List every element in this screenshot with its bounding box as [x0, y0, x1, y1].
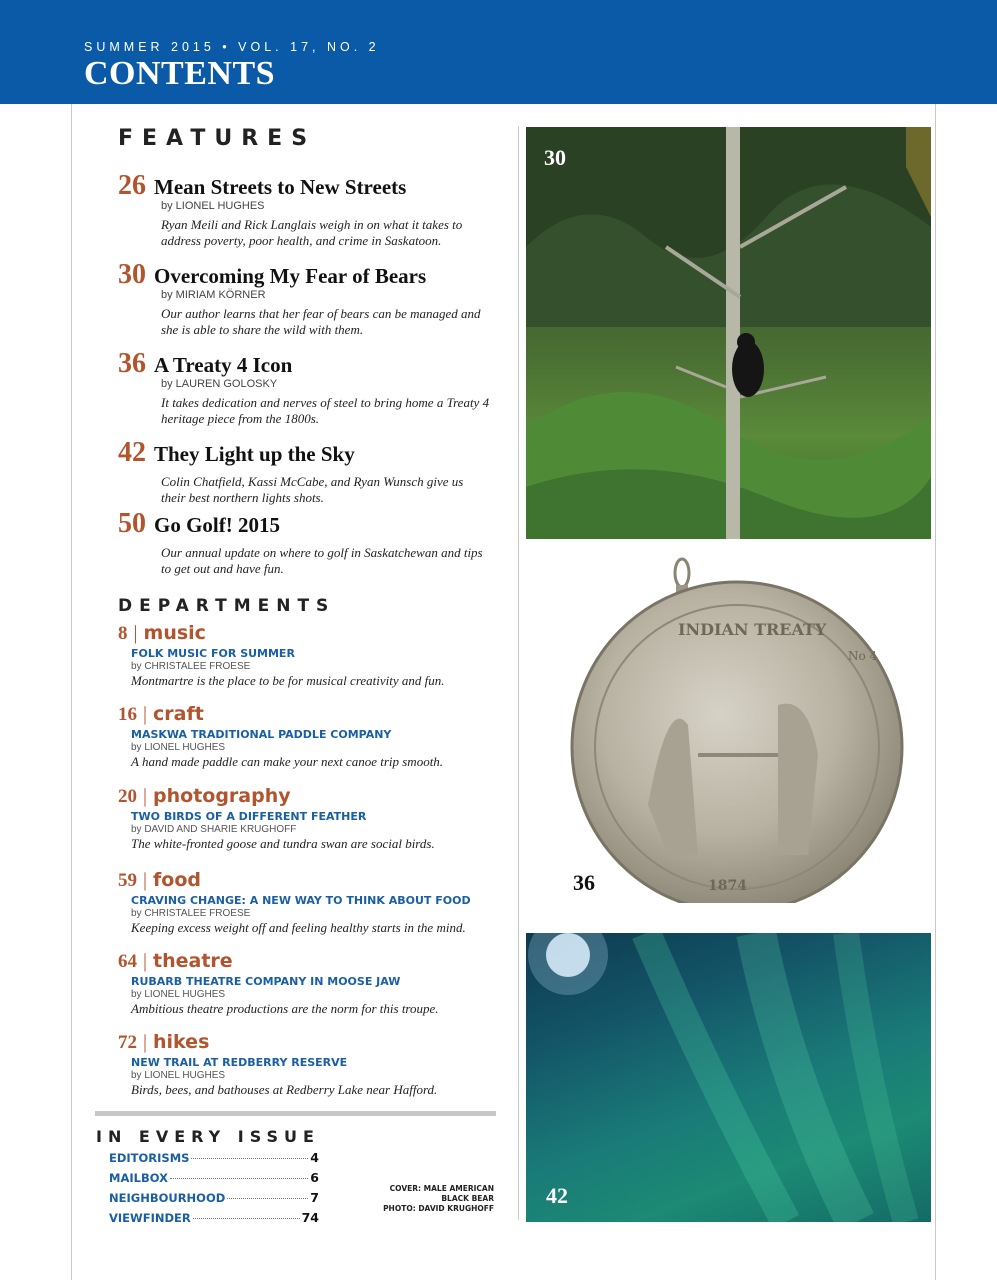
department-page-number: 59	[118, 870, 137, 891]
photo-page-number: 36	[573, 870, 595, 895]
department-item[interactable]	[118, 622, 508, 689]
department-category: photography	[153, 785, 291, 807]
coin-inscription-number: No 4	[848, 649, 878, 663]
features-heading: FEATURES	[118, 126, 317, 151]
left-margin-rule	[71, 104, 72, 1280]
feature-item[interactable]	[118, 348, 498, 427]
department-category: music	[143, 622, 206, 644]
every-issue-item[interactable]	[109, 1210, 319, 1230]
department-description: The white-fronted goose and tundra swan are social birds.	[131, 836, 435, 851]
department-article-title[interactable]: CRAVING CHANGE: A NEW WAY TO THINK ABOUT FOOD	[131, 894, 471, 907]
coin-year: 1874	[708, 878, 747, 894]
department-description: Birds, bees, and bathouses at Redberry Lake near Hafford.	[131, 1082, 438, 1097]
dot-leader	[191, 1158, 308, 1159]
department-item[interactable]	[118, 869, 508, 936]
column-divider	[518, 126, 519, 1220]
every-issue-page: 4	[310, 1150, 319, 1165]
feature-description: It takes dedication and nerves of steel to bring home a Treaty 4 heritage piece from the 1800s.	[161, 395, 490, 426]
every-issue-item[interactable]	[109, 1150, 319, 1170]
issue-line: SUMMER 2015 • VOL. 17, NO. 2	[84, 40, 380, 54]
photo-page-number: 42	[546, 1183, 568, 1208]
feature-byline: by LAUREN GOLOSKY	[161, 378, 278, 390]
section-divider	[95, 1111, 496, 1116]
department-article-title[interactable]: FOLK MUSIC FOR SUMMER	[131, 647, 295, 660]
feature-item[interactable]	[118, 508, 498, 577]
every-issue-label[interactable]: NEIGHBOURHOOD	[109, 1191, 226, 1205]
feature-item[interactable]	[118, 437, 498, 506]
feature-description: Our annual update on where to golf in Saskatchewan and tips to get out and have fun.	[161, 545, 483, 576]
department-byline: by DAVID AND SHARIE KRUGHOFF	[131, 824, 297, 835]
every-issue-item[interactable]	[109, 1190, 319, 1210]
treaty-medal-image[interactable]	[568, 555, 906, 903]
dot-leader	[170, 1178, 308, 1179]
department-category: food	[153, 869, 201, 891]
department-item[interactable]	[118, 1031, 508, 1098]
cover-credit-line: COVER: MALE AMERICAN	[389, 1184, 494, 1193]
page-title: CONTENTS	[84, 55, 276, 92]
feature-description: Ryan Meili and Rick Langlais weigh in on what it takes to address poverty, poor health, and crime in Saskatoon.	[161, 217, 463, 248]
department-page-number: 16	[118, 704, 137, 725]
departments-heading: DEPARTMENTS	[118, 596, 336, 616]
every-issue-page: 74	[301, 1210, 319, 1225]
aurora-photo[interactable]	[526, 933, 931, 1222]
every-issue-page: 7	[310, 1190, 319, 1205]
photo-page-number: 30	[544, 145, 566, 170]
department-category: theatre	[153, 950, 233, 972]
separator: |	[143, 1031, 148, 1053]
department-byline: by CHRISTALEE FROESE	[131, 908, 251, 919]
separator: |	[143, 950, 148, 972]
header-banner	[0, 0, 997, 104]
feature-item[interactable]	[118, 259, 498, 338]
every-issue-label[interactable]: VIEWFINDER	[109, 1211, 191, 1225]
cover-credit	[366, 1184, 494, 1214]
department-byline: by LIONEL HUGHES	[131, 989, 226, 1000]
bear-photo[interactable]	[526, 127, 931, 539]
separator: |	[143, 869, 148, 891]
department-page-number: 64	[118, 951, 137, 972]
every-issue-heading: IN EVERY ISSUE	[96, 1127, 320, 1146]
department-description: Montmartre is the place to be for musical creativity and fun.	[131, 673, 445, 688]
feature-title[interactable]: Overcoming My Fear of Bears	[154, 264, 427, 288]
department-page-number: 20	[118, 786, 137, 807]
feature-page-number: 26	[118, 170, 146, 201]
department-category: craft	[153, 703, 204, 725]
feature-title[interactable]: They Light up the Sky	[154, 442, 355, 466]
department-description: Keeping excess weight off and feeling healthy starts in the mind.	[131, 920, 466, 935]
coin-inscription: INDIAN TREATY	[678, 620, 827, 639]
department-description: Ambitious theatre productions are the norm for this troupe.	[131, 1001, 439, 1016]
department-item[interactable]	[118, 785, 508, 852]
feature-page-number: 30	[118, 259, 146, 290]
right-margin-rule	[935, 104, 936, 1280]
feature-description: Colin Chatfield, Kassi McCabe, and Ryan Wunsch give us their best northern lights shots.	[161, 474, 464, 505]
department-article-title[interactable]: TWO BIRDS OF A DIFFERENT FEATHER	[131, 810, 367, 823]
department-page-number: 8	[118, 623, 128, 644]
feature-title[interactable]: Go Golf! 2015	[154, 513, 280, 537]
dot-leader	[193, 1218, 300, 1219]
feature-byline: by MIRIAM KÖRNER	[161, 289, 266, 301]
cover-credit-line: PHOTO: DAVID KRUGHOFF	[383, 1204, 494, 1213]
every-issue-label[interactable]: MAILBOX	[109, 1171, 168, 1185]
department-article-title[interactable]: NEW TRAIL AT REDBERRY RESERVE	[131, 1056, 348, 1069]
feature-page-number: 42	[118, 437, 146, 468]
department-article-title[interactable]: RUBARB THEATRE COMPANY IN MOOSE JAW	[131, 975, 401, 988]
dot-leader	[227, 1198, 308, 1199]
department-byline: by LIONEL HUGHES	[131, 742, 226, 753]
every-issue-label[interactable]: EDITORISMS	[109, 1151, 190, 1165]
feature-title[interactable]: Mean Streets to New Streets	[154, 175, 407, 199]
feature-page-number: 36	[118, 348, 146, 379]
every-issue-page: 6	[310, 1170, 319, 1185]
department-page-number: 72	[118, 1032, 137, 1053]
aurora-illustration	[526, 933, 931, 1222]
separator: |	[133, 622, 138, 644]
separator: |	[143, 785, 148, 807]
feature-page-number: 50	[118, 508, 146, 539]
bear-tree-illustration	[526, 127, 931, 539]
department-category: hikes	[153, 1031, 210, 1053]
feature-description: Our author learns that her fear of bears can be managed and she is able to share the wild with them.	[161, 306, 481, 337]
cover-credit-line: BLACK BEAR	[441, 1194, 494, 1203]
feature-item[interactable]	[118, 170, 498, 249]
feature-byline: by LIONEL HUGHES	[161, 200, 265, 212]
department-item[interactable]	[118, 703, 508, 770]
department-description: A hand made paddle can make your next canoe trip smooth.	[131, 754, 444, 769]
separator: |	[143, 703, 148, 725]
department-article-title[interactable]: MASKWA TRADITIONAL PADDLE COMPANY	[131, 728, 392, 741]
every-issue-list	[109, 1150, 319, 1230]
every-issue-item[interactable]	[109, 1170, 319, 1190]
department-byline: by LIONEL HUGHES	[131, 1070, 226, 1081]
department-item[interactable]	[118, 950, 508, 1017]
department-byline: by CHRISTALEE FROESE	[131, 661, 251, 672]
feature-title[interactable]: A Treaty 4 Icon	[154, 353, 293, 377]
